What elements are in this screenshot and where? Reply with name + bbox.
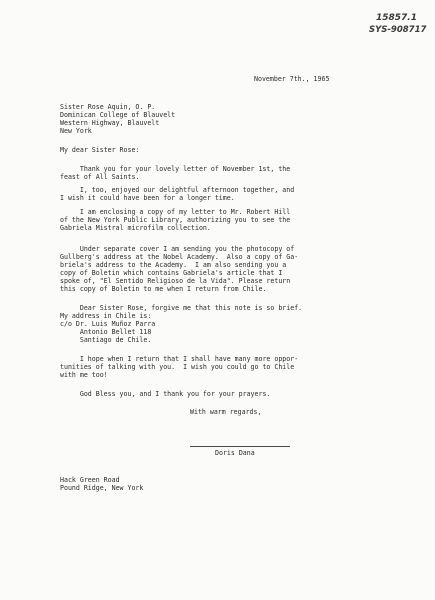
address-line: Dominican College of Blauvelt [60, 111, 176, 119]
sender-address-line: Pound Ridge, New York [60, 484, 144, 492]
paragraph-line: I, too, enjoyed our delightful afternoon together, and [60, 186, 295, 194]
chile-address-line: c/o Dr. Luis Muñoz Parra [60, 320, 156, 328]
signature-line [190, 446, 290, 447]
paragraph-line: My address in Chile is: [60, 312, 152, 320]
paragraph-line: this copy of Boletin to me when I return from Chile. [60, 285, 267, 293]
paragraph-line: copy of Boletin which contains Gabriela's article that I [60, 269, 283, 277]
paragraph-line: tunities of talking with you. I wish you could go to Chile [60, 363, 295, 371]
address-line: New York [60, 127, 92, 135]
paragraph-line: God Bless you, and I thank you for your prayers. [60, 390, 271, 398]
chile-address-line: Antonio Bellet 118 [60, 328, 152, 336]
handwritten-catalog-number: 15857.1 [376, 13, 417, 23]
handwritten-system-number: SYS-908717 [369, 25, 427, 35]
chile-address-line: Santiago de Chile. [60, 336, 152, 344]
paragraph-line: feast of All Saints. [60, 173, 140, 181]
signature-name: Doris Dana [215, 449, 255, 457]
paragraph-line: with me too! [60, 371, 108, 379]
address-line: Western Highway, Blauvelt [60, 119, 160, 127]
letter-date: November 7th., 1965 [254, 75, 330, 83]
paragraph-line: of the New York Public Library, authorizing you to see the [60, 216, 291, 224]
paragraph-line: I am enclosing a copy of my letter to Mr. Robert Hill [60, 208, 291, 216]
paragraph-line: Gullberg's address at the Nobel Academy. Also a copy of Ga- [60, 253, 299, 261]
paragraph-line: I wish it could have been for a longer time. [60, 194, 235, 202]
closing: With warm regards, [190, 408, 262, 416]
sender-address-line: Hack Green Road [60, 476, 120, 484]
paragraph-line: briela's address to the Academy. I am also sending you a [60, 261, 287, 269]
paragraph-line: I hope when I return that I shall have many more oppor- [60, 355, 299, 363]
paragraph-line: spoke of, "El Sentido Religioso de la Vida". Please return [60, 277, 291, 285]
paragraph-line: Under separate cover I am sending you the photocopy of [60, 245, 295, 253]
salutation: My dear Sister Rose: [60, 146, 140, 154]
paragraph-line: Thank you for your lovely letter of November 1st, the [60, 165, 291, 173]
address-line: Sister Rose Aquin, O. P. [60, 103, 156, 111]
paragraph-line: Dear Sister Rose, forgive me that this note is so brief. [60, 304, 303, 312]
paragraph-line: Gabriela Mistral microfilm collection. [60, 224, 211, 232]
